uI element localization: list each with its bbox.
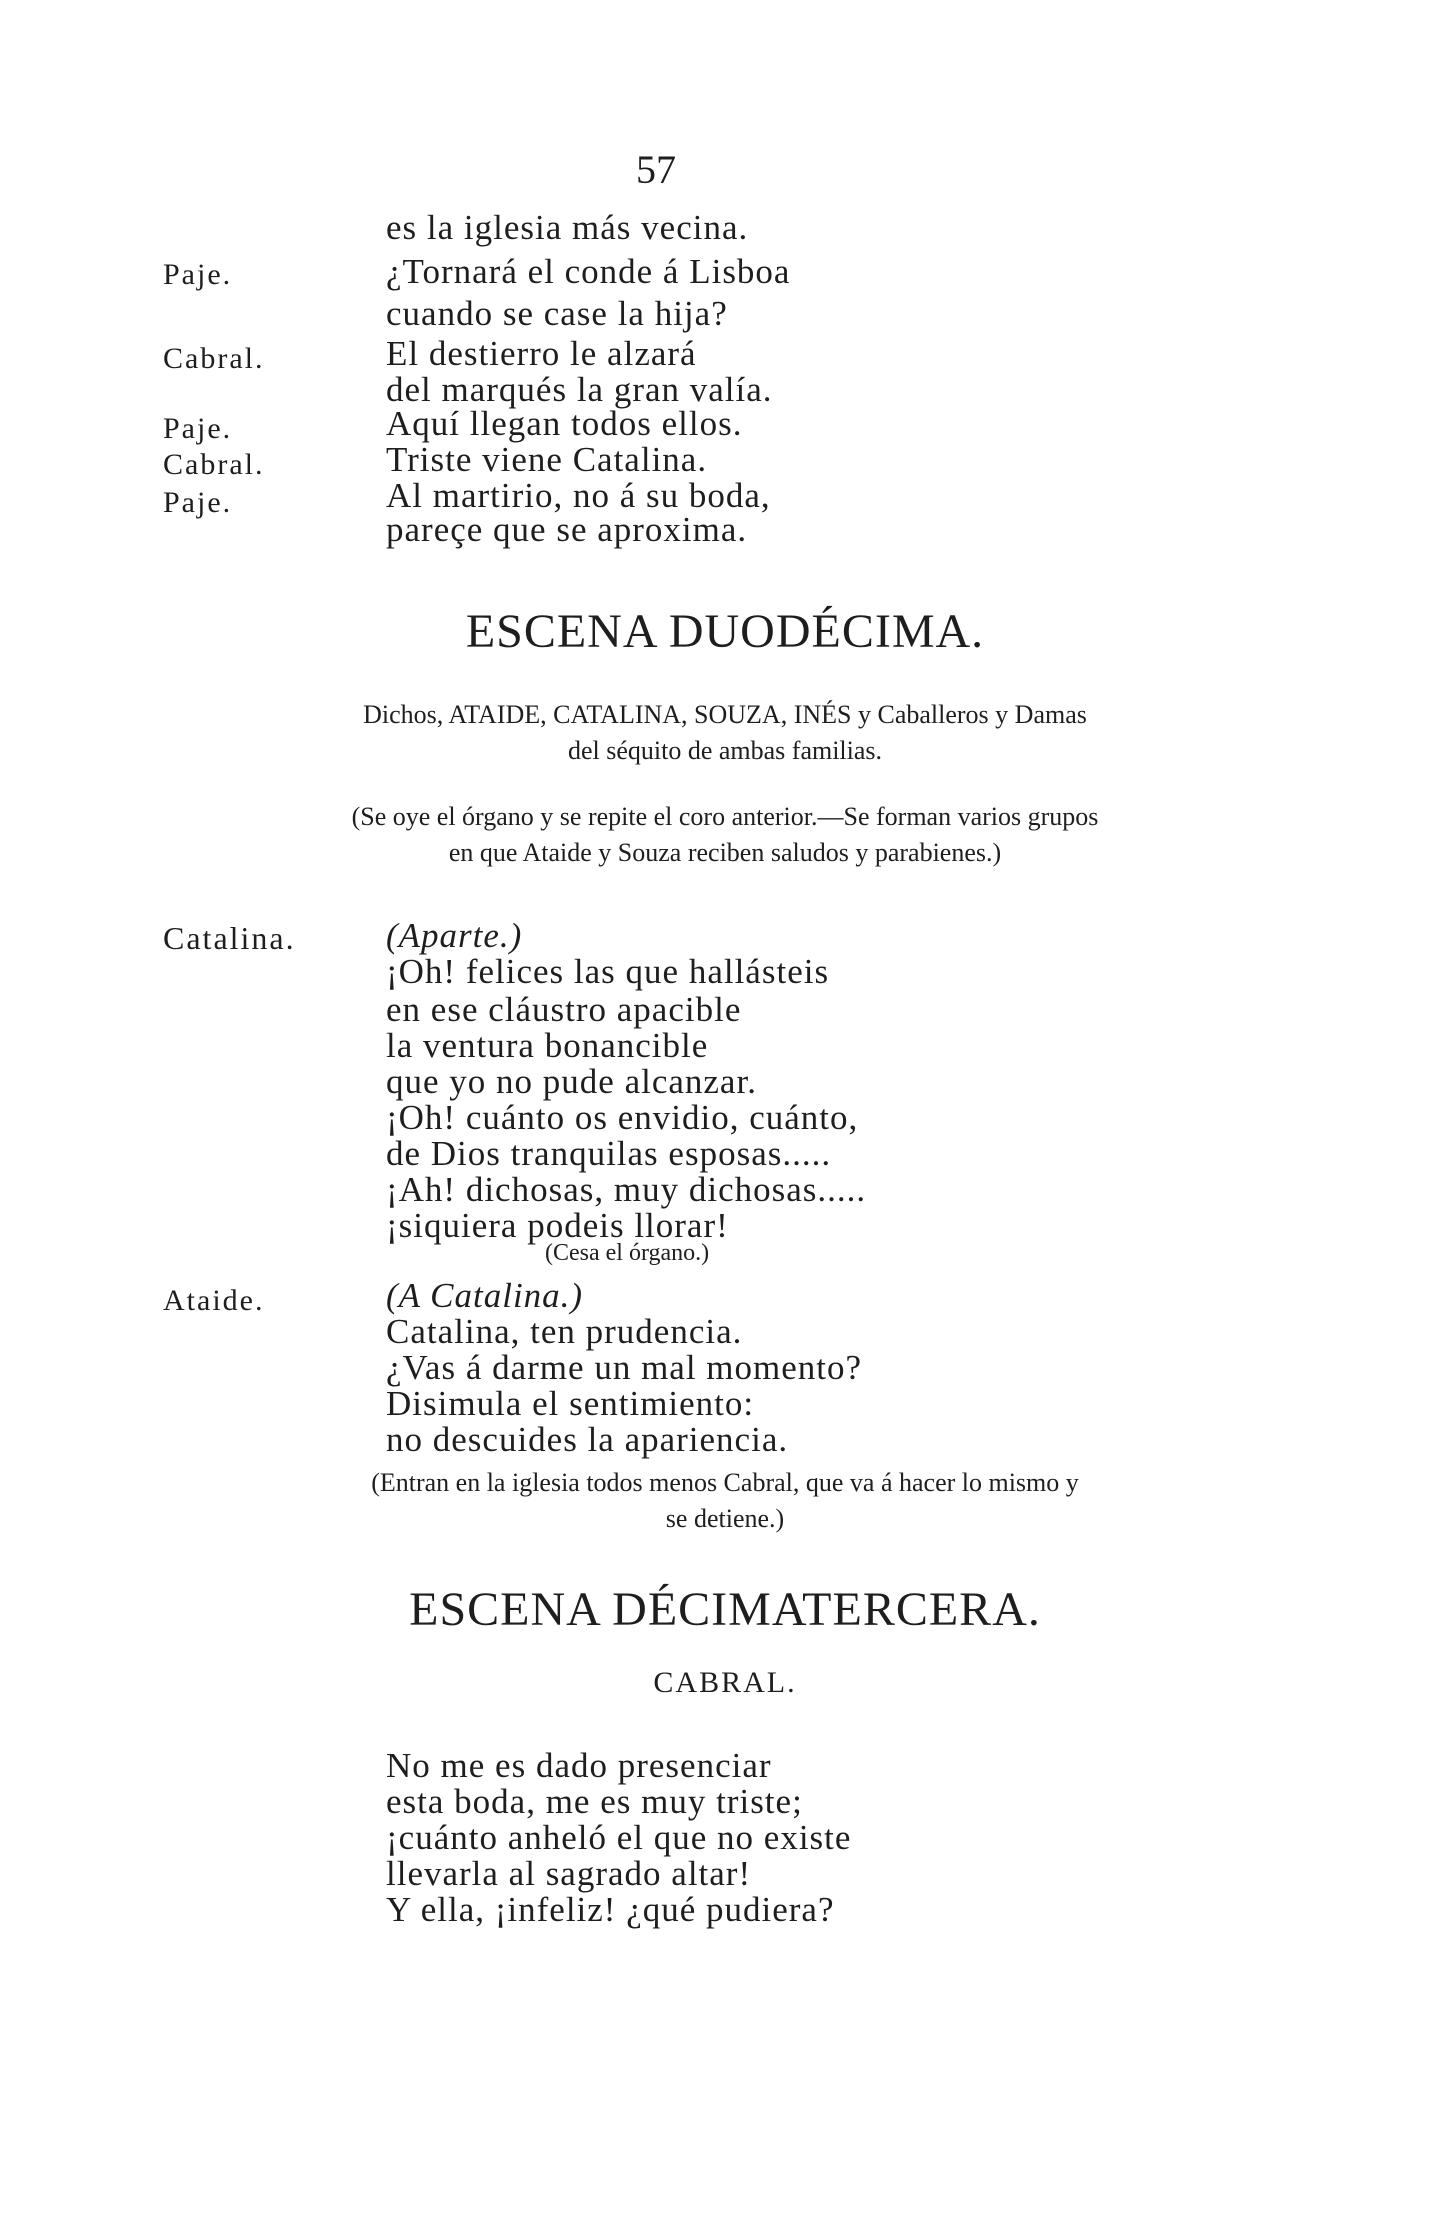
stage-direction: en que Ataide y Souza reciben saludos y parabienes.) [448, 838, 1002, 867]
aside-direction: (Aparte.) [386, 916, 523, 955]
verse-line: de Dios tranquilas esposas..... [386, 1134, 832, 1173]
verse-line: Aquí llegan todos ellos. [386, 404, 743, 443]
verse-line: ¡Oh! felices las que hallásteis [386, 952, 830, 991]
verse-line: pareçe que se aproxima. [386, 510, 748, 549]
page-number: 57 [636, 147, 676, 192]
verse-line: Disimula el sentimiento: [386, 1384, 755, 1423]
verse-line: Al martirio, no á su boda, [386, 476, 771, 515]
verse-line: llevarla al sagrado altar! [386, 1854, 752, 1893]
verse-line: ¡Ah! dichosas, muy dichosas..... [386, 1170, 867, 1209]
verse-line: cuando se case la hija? [386, 294, 728, 333]
verse-line: No me es dado presenciar [386, 1746, 772, 1785]
verse-line: ¡Oh! cuánto os envidio, cuánto, [386, 1098, 859, 1137]
verse-line: Triste viene Catalina. [386, 440, 708, 479]
verse-line: es la iglesia más vecina. [386, 208, 749, 247]
verse-line: la ventura bonancible [386, 1026, 709, 1065]
verse-line: ¡cuánto anheló el que no existe [386, 1818, 852, 1857]
verse-line: Catalina, ten prudencia. [386, 1312, 743, 1351]
verse-line: El destierro le alzará [386, 334, 697, 373]
verse-line: ¿Tornará el conde á Lisboa [386, 252, 791, 291]
speaker-label: Paje. [163, 258, 233, 291]
stage-direction: (Cesa el órgano.) [545, 1240, 710, 1266]
verse-line: ¡siquiera podeis llorar! [386, 1206, 729, 1245]
verse-line: que yo no pude alcanzar. [386, 1062, 757, 1101]
speaker-label: Catalina. [163, 920, 296, 956]
speaker-label: Cabral. [163, 342, 265, 375]
speaker-label: Paje. [163, 412, 233, 445]
scene-heading: ESCENA DUODÉCIMA. [465, 605, 985, 658]
scene-character: CABRAL. [653, 1666, 797, 1699]
characters-list: Dichos, ATAIDE, CATALINA, SOUZA, INÉS y Caballeros y Damas [363, 700, 1087, 729]
verse-line: esta boda, me es muy triste; [386, 1782, 803, 1821]
characters-list: del séquito de ambas familias. [567, 736, 883, 765]
stage-direction: (Se oye el órgano y se repite el coro anterior.—Se forman varios grupos [351, 802, 1099, 831]
verse-line: no descuides la apariencia. [386, 1420, 789, 1459]
stage-direction: (Entran en la iglesia todos menos Cabral, que va á hacer lo mismo y [371, 1468, 1079, 1497]
speaker-label: Ataide. [163, 1284, 265, 1317]
verse-line: en ese cláustro apacible [386, 990, 742, 1029]
scene-heading: ESCENA DÉCIMATERCERA. [409, 1583, 1041, 1636]
speaker-label: Cabral. [163, 448, 265, 481]
verse-line: del marqués la gran valía. [386, 370, 773, 409]
speaker-label: Paje. [163, 486, 233, 519]
verse-line: Y ella, ¡infeliz! ¿qué pudiera? [386, 1890, 835, 1929]
aside-direction: (A Catalina.) [386, 1276, 584, 1315]
stage-direction: se detiene.) [665, 1504, 785, 1533]
verse-line: ¿Vas á darme un mal momento? [386, 1348, 863, 1387]
